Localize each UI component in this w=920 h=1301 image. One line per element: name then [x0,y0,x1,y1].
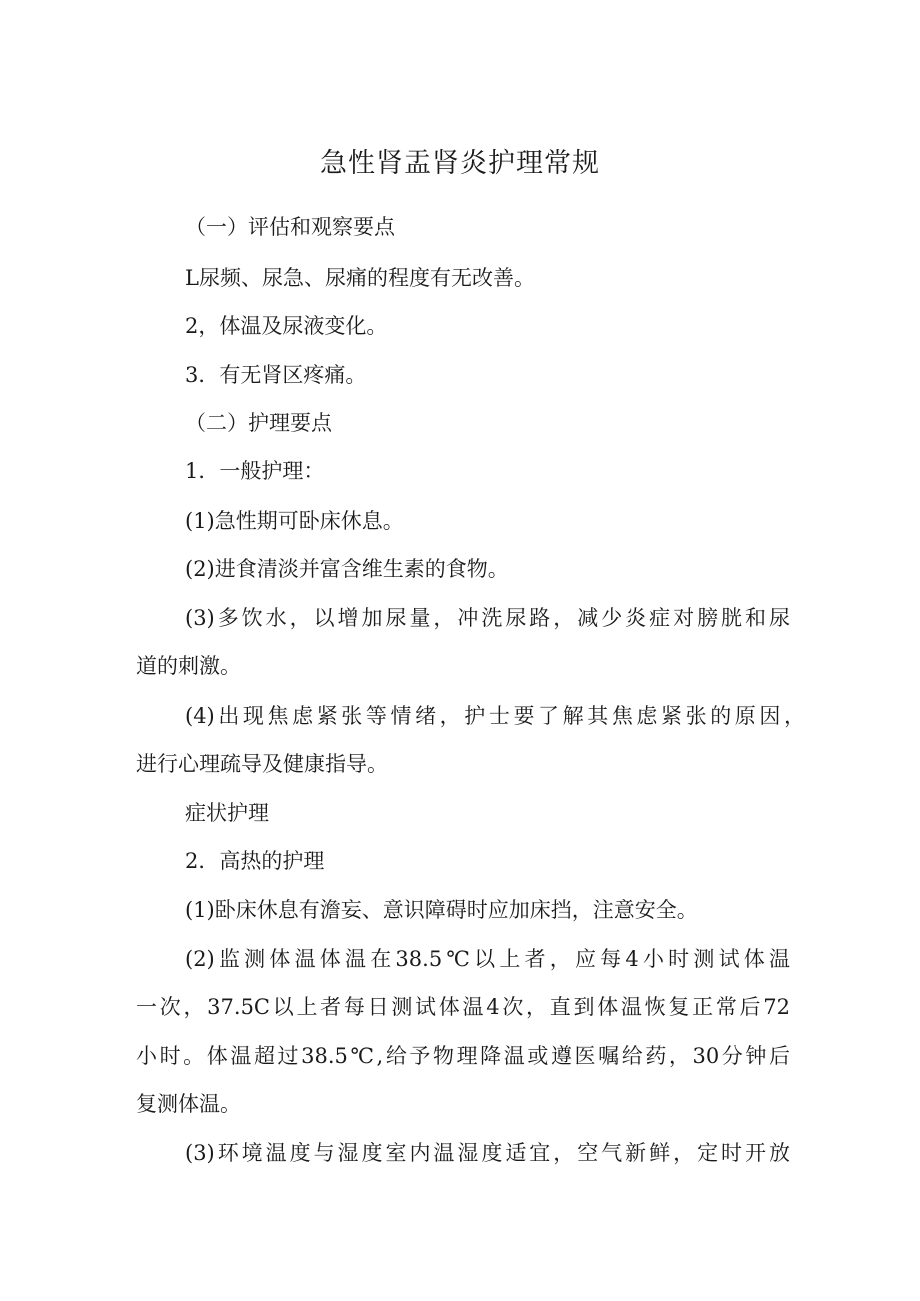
paragraph-line: (3)多饮水，以增加尿量，冲洗尿路，减少炎症对膀胱和尿 [185,606,790,630]
document-title: 急性肾盂肾炎护理常规 [320,148,600,179]
paragraph-line: (4)出现焦虑紧张等情绪，护士要了解其焦虑紧张的原因， [185,704,805,728]
paragraph-line: 道的刺激。 [136,654,241,678]
paragraph-line: 小时。体温超过38.5℃,给予物理降温或遵医嘱给药，30分钟后 [136,1044,790,1068]
paragraph-line: (1)急性期可卧床休息。 [185,509,404,533]
paragraph-line: (1)卧床休息有澹妄、意识障碍时应加床挡，注意安全。 [185,898,698,922]
paragraph-line: (2)进食清淡并富含维生素的食物。 [185,557,509,581]
paragraph-line: 2．高热的护理 [185,849,325,873]
paragraph-line: 一次，37.5C以上者每日测试体温4次，直到体温恢复正常后72 [136,995,790,1019]
section-heading-symptom: 症状护理 [185,801,269,825]
paragraph-line: 1．一般护理： [185,459,325,483]
paragraph-line: L尿频、尿急、尿痛的程度有无改善。 [185,266,535,290]
section-heading-nursing: （二）护理要点 [185,411,332,435]
paragraph-line: (2)监测体温体温在38.5℃以上者，应每4小时测试体温 [185,947,790,971]
paragraph-line: 复测体温。 [136,1092,241,1116]
section-heading-assessment: （一）评估和观察要点 [185,215,395,239]
paragraph-line: 进行心理疏导及健康指导。 [136,752,388,776]
paragraph-line: 3．有无肾区疼痛。 [185,363,367,387]
paragraph-line: (3)环境温度与湿度室内温湿度适宜，空气新鲜，定时开放 [185,1141,790,1165]
paragraph-line: 2，体温及尿液变化。 [185,314,388,338]
